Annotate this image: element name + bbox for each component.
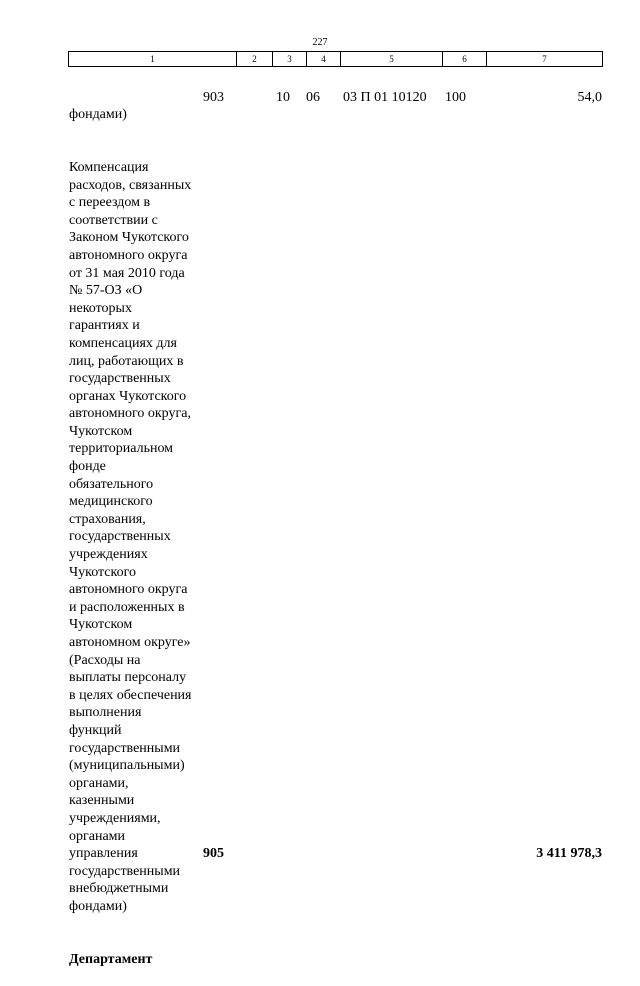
description-line: лиц, работающих в — [69, 353, 184, 369]
description-line: компенсациях для — [69, 335, 177, 351]
column-header: 1 — [69, 52, 237, 67]
column-header-row — [69, 52, 603, 67]
row-col5: 03 П 01 10120 — [343, 89, 427, 105]
row-col4: 06 — [306, 89, 320, 105]
description-line: автономного округа — [69, 582, 188, 598]
description-line: фонде — [69, 459, 106, 475]
description-line: (Расходы на — [69, 652, 141, 668]
description-line: № 57-ОЗ «О — [69, 283, 143, 299]
description-line: Чукотском — [69, 423, 133, 439]
description-line: учреждениями, — [69, 810, 161, 826]
description-line: обязательного — [69, 476, 154, 492]
description-line: выполнения — [69, 705, 142, 721]
description-line: Компенсация — [69, 159, 149, 175]
description-line: государственных — [69, 371, 171, 387]
description-line: автономного округа, — [69, 406, 191, 422]
description-line: некоторых — [69, 300, 132, 316]
description-line: фондами) — [69, 898, 127, 914]
description-line: государственными — [69, 740, 181, 756]
description-line: органах Чукотского — [69, 388, 187, 404]
column-header: 2 — [237, 52, 273, 67]
description-line: соответствии с — [69, 212, 158, 228]
description-line: (муниципальными) — [69, 758, 185, 774]
description-line: Чукотского — [69, 564, 136, 580]
description-line: гарантиях и — [69, 318, 140, 334]
column-header-table — [68, 51, 603, 67]
description-line: Чукотском — [69, 617, 133, 633]
column-header: 7 — [487, 52, 603, 67]
description-line: органами — [69, 828, 126, 844]
description-line: функций — [69, 722, 122, 738]
description-line: медицинского — [69, 494, 153, 510]
row-description — [69, 159, 192, 916]
description-line: с переездом в — [69, 195, 151, 211]
description-line: управления — [69, 846, 138, 862]
description-line: выплаты персоналу — [69, 670, 187, 686]
description-line: автономном округе» — [69, 635, 191, 650]
description-line: Законом Чукотского — [69, 230, 189, 246]
description-line: расходов, связанных — [69, 177, 192, 193]
continuation-text: фондами) — [69, 107, 127, 123]
description-line: казенными — [69, 793, 135, 809]
description-line: государственных — [69, 529, 171, 545]
description-line: внебюджетными — [69, 881, 169, 897]
description-line: страхования, — [69, 511, 146, 527]
description-column — [69, 71, 192, 986]
row-col6: 100 — [445, 89, 466, 105]
column-header: 6 — [443, 52, 487, 67]
column-header: 5 — [341, 52, 443, 67]
column-header: 4 — [307, 52, 341, 67]
total-col7: 3 411 978,3 — [536, 846, 602, 862]
description-line: государственными — [69, 863, 181, 879]
description-line: автономного округа — [69, 247, 188, 263]
description-line: учреждениях — [69, 547, 148, 563]
description-line: территориальном — [69, 441, 174, 457]
description-line: в целях обеспечения — [69, 687, 192, 703]
column-header: 3 — [273, 52, 307, 67]
row-col3: 10 — [276, 89, 290, 105]
description-line: органами, — [69, 775, 129, 791]
page-number: 227 — [312, 37, 328, 48]
total-col2: 905 — [203, 846, 224, 862]
description-line: и расположенных в — [69, 599, 185, 615]
row-col7: 54,0 — [577, 89, 602, 105]
total-label: Департамент — [69, 951, 153, 967]
description-line: от 31 мая 2010 года — [69, 265, 185, 281]
row-col2: 903 — [203, 89, 224, 105]
